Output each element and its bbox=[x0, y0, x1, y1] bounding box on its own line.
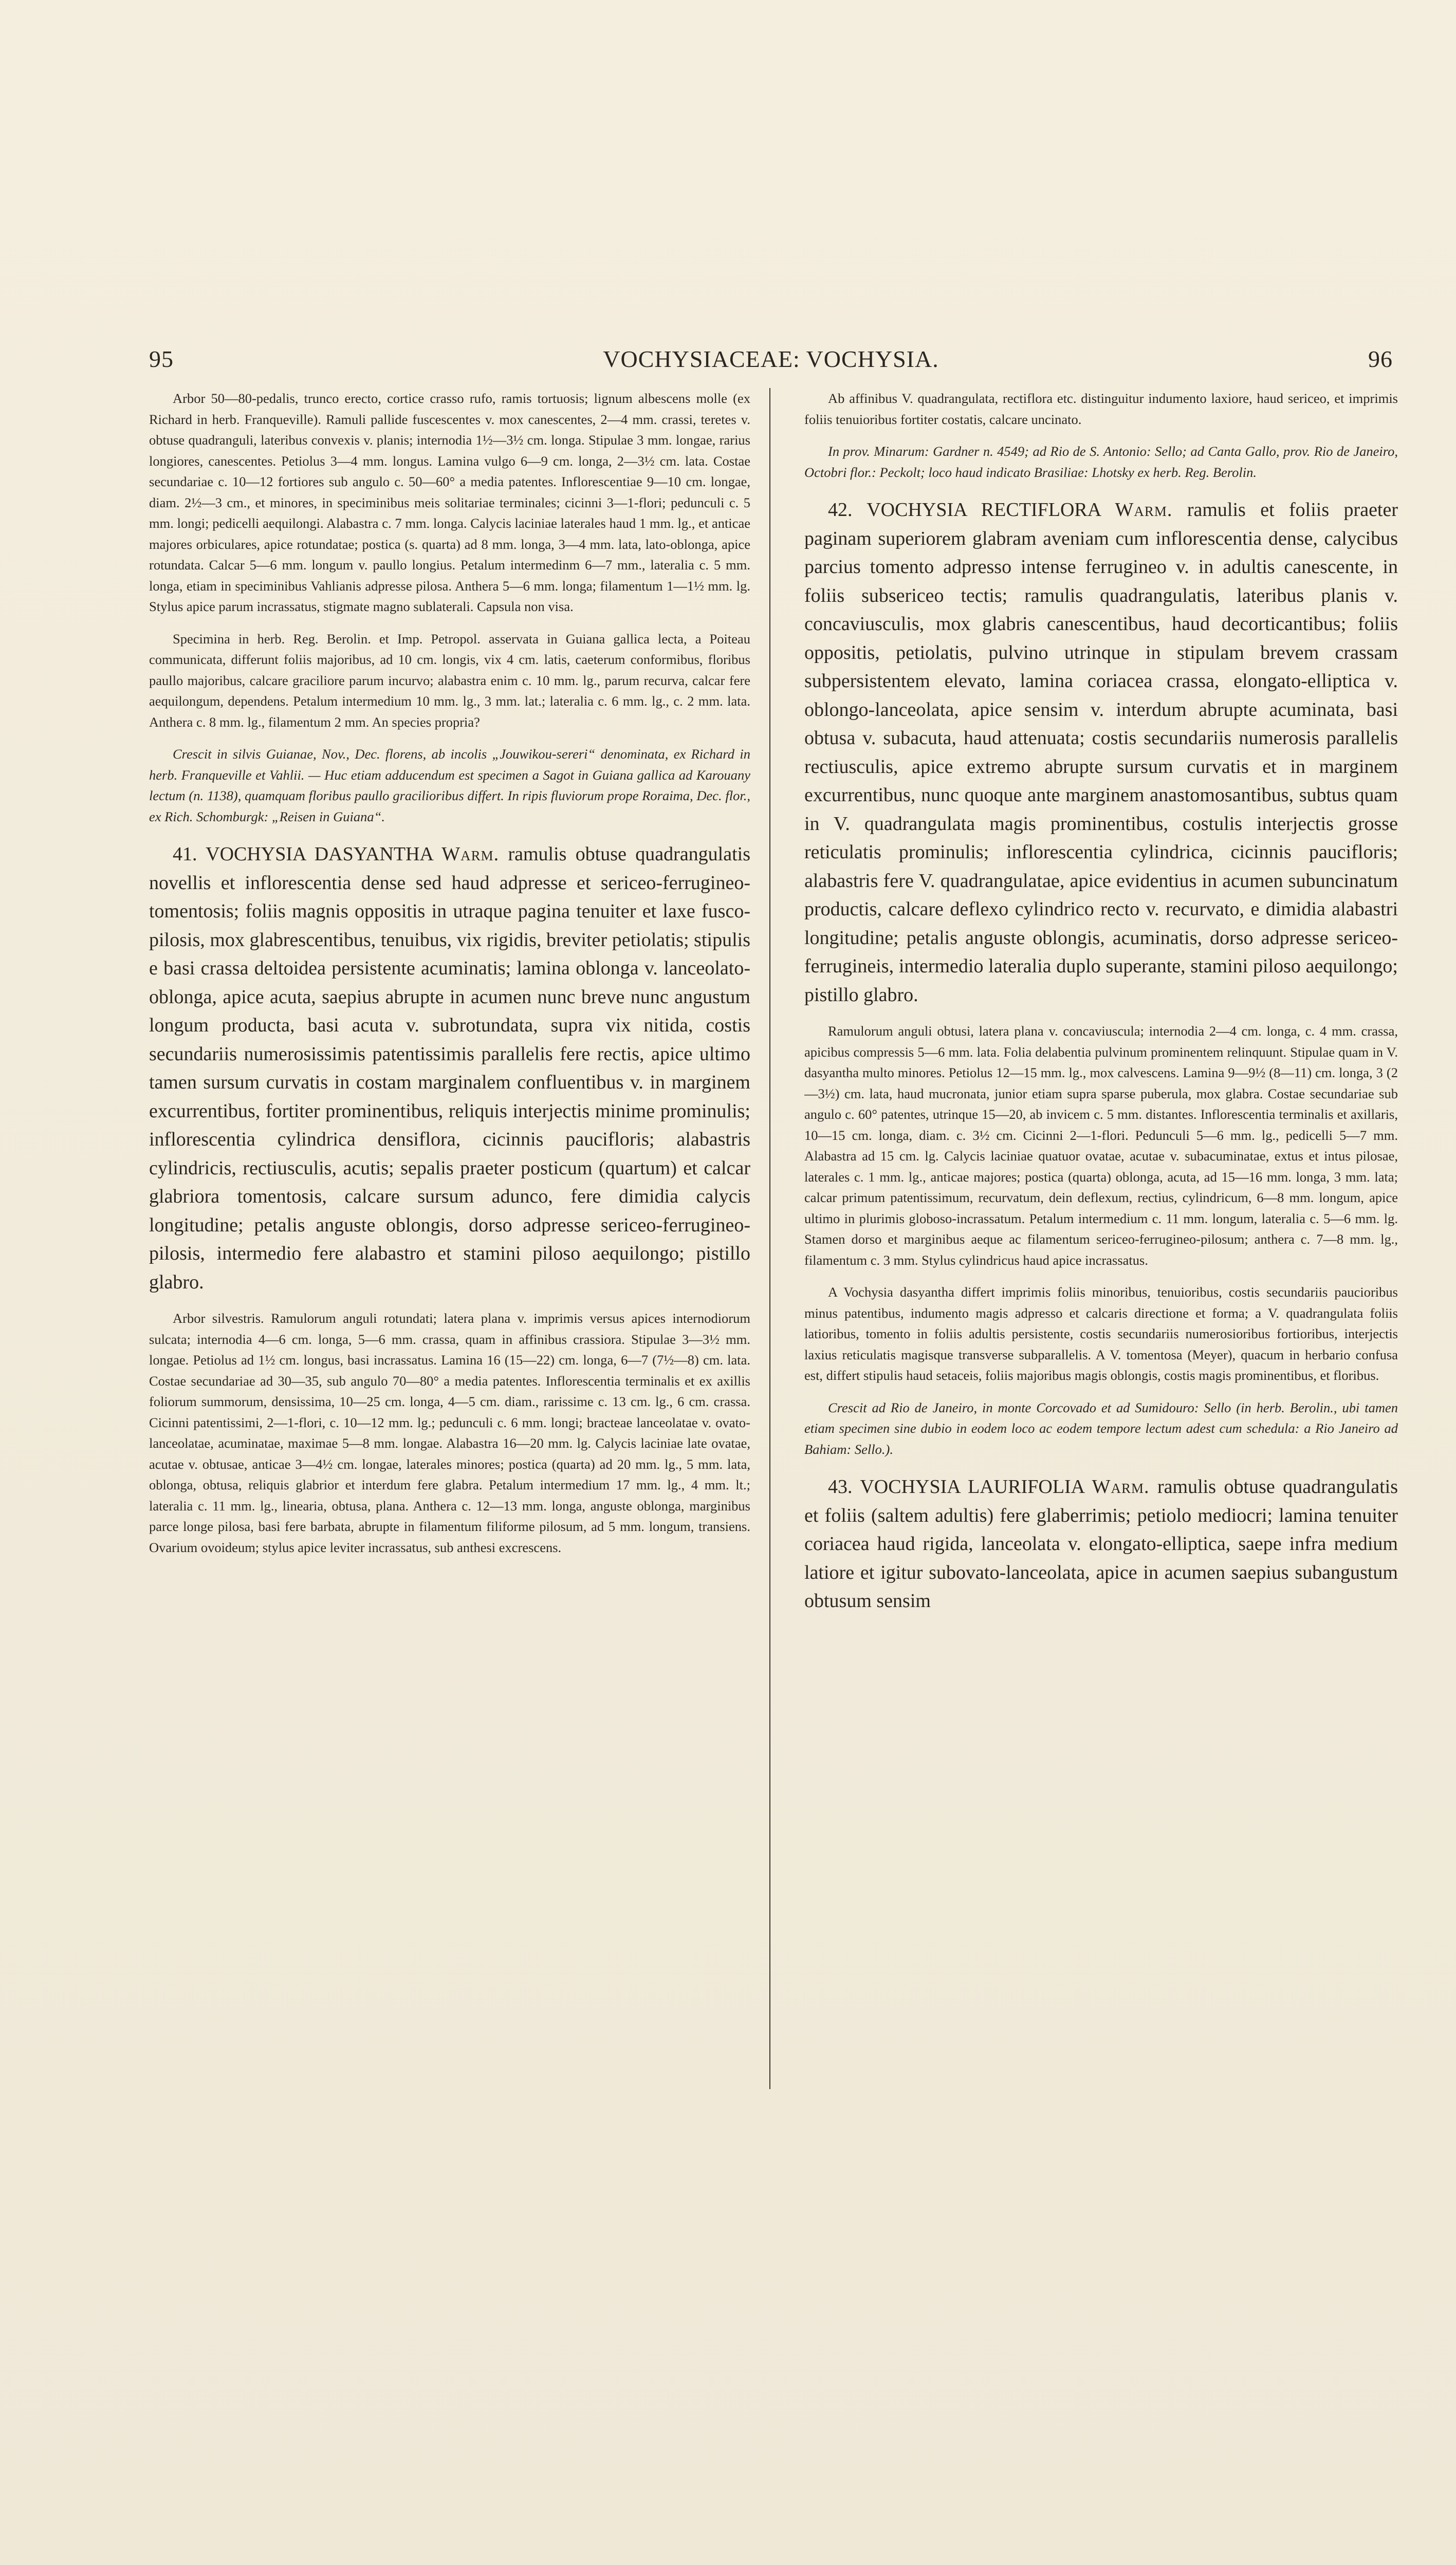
running-title: VOCHYSIACEAE: VOCHYSIA. bbox=[603, 346, 939, 372]
locality-paragraph-42: Crescit ad Rio de Janeiro, in monte Corcovado et ad Sumidouro: Sello (in herb. Berolin., ubi tamen etiam specimen sine dubio in eodem loco ac eodem tempore lectum adest cum schedula: a Rio Janeiro ad Bahiam: Sello.). bbox=[804, 1399, 1398, 1457]
species-41-title: 41. VOCHYSIA DASYANTHA bbox=[173, 843, 433, 865]
left-page-number: 95 bbox=[149, 346, 174, 372]
species-41-block bbox=[149, 840, 750, 1297]
locality-paragraph-41: In prov. Minarum: Gardner n. 4549; ad Rio de S. Antonio: Sello; ad Canta Gallo, prov. Rio de Janeiro, Octobri flor.: Peckolt; loco haud indicato Brasiliae: Lhotsky ex herb. Reg. Berolin. bbox=[804, 444, 1398, 480]
species-43-text: ramulis obtuse quadrangulatis et foliis (saltem adultis) fere glaberrimis; petiolo mediocri; lamina tenuiter coriacea haud rigida, lanceolata v. elongato-elliptica, saepe infra medium latiore et igitur subovato-lanceolata, apice in acumen saepius subangustum obtusum sensim bbox=[804, 1476, 1398, 1612]
description-paragraph-42: Ramulorum anguli obtusi, latera plana v. concaviuscula; internodia 2—4 cm. longa, c. 4 mm. crassa, apicibus compressis 5—6 mm. lata. Folia delabentia pulvinum prominentem relinquunt. Stipulae quam in V. dasyantha multo minores. Petiolus 12—15 mm. lg., mox calvescens. Lamina 9—9½ (8—11) cm. longa, 3 (2—3½) cm. lata, haud mucronata, junior etiam supra sparse puberula, mox glabra. Costae secundariae sub angulo c. 60° patentes, utrinque 15—20, ab invicem c. 5 mm. distantes. Inflorescentia terminalis et axillaris, 10—15 cm. longa, diam. c. 3½ cm. Cicinni 2—1-flori. Pedunculi 5—6 mm. lg., pedicelli 5—7 mm. Alabastra ad 15 cm. lg. Calycis laciniae quatuor ovatae, acutae v. subacuminatae, extus et intus pilosae, laterales c. 1 mm. lg., anticae majores; postica (quarta) oblonga, acuta, ad 15—16 mm. longa, 3 mm. lata; calcar primum patentissimum, recurvatum, dein deflexum, rectius, cylindricum, 6—8 mm. longum, apice ultimo in plurimis globoso-incrassatum. Petalum intermedium c. 11 mm. longum, lateralia c. 5—6 mm. lg. Stamen dorso et marginibus aeque ac filamentum sericeo-ferrugineo-pilosum; anthera c. 7—8 mm. lg., filamentum c. 3 mm. Stylus cylindricus haud apice incrassatus. bbox=[804, 1023, 1398, 1268]
locality-paragraph: Crescit in silvis Guianae, Nov., Dec. florens, ab incolis „Jouwikou-sereri“ denominata, ex Richard in herb. Franqueville et Vahlii. — Huc etiam adducendum est specimen a Sagot in Guiana gallica ad Karouany lectum (n. 1138), quamquam floribus paullo gracilioribus differt. In ripis fluviorum prope Roraima, Dec. flor., ex Rich. Schomburgk: „Reisen in Guiana“. bbox=[149, 746, 750, 824]
species-41-author: Warm. bbox=[441, 843, 500, 865]
species-43-title: 43. VOCHYSIA LAURIFOLIA bbox=[828, 1476, 1084, 1498]
right-column bbox=[804, 388, 1398, 2433]
left-column bbox=[149, 388, 750, 2433]
description-paragraph-41: Arbor silvestris. Ramulorum anguli rotundati; latera plana v. imprimis versus apices internodiorum sulcata; internodia 4—6 cm. longa, 5—6 mm. crassa, quam in affinibus crassiora. Stipulae 3—3½ mm. longae. Petiolus ad 1½ cm. longus, basi incrassatus. Lamina 16 (15—22) cm. longa, 6—7 (7½—8) cm. lata. Costae secundariae ad 30—35, sub angulo 70—80° a media patentes. Inflorescentia terminalis et ex axillis foliorum summorum, densissima, 10—25 cm. longa, 4—5 cm. diam., rarissime c. 13 cm. lg., 6 cm. crassa. Cicinni patentissimi, 2—1-flori, c. 10—12 mm. lg.; pedunculi c. 6 mm. longi; bracteae lanceolatae v. ovato-lanceolatae, acuminatae, maximae 5—8 mm. longae. Alabastra 16—20 mm. lg. Calycis laciniae late ovatae, acutae v. obtusae, anticae 3—4½ cm. longae, laterales minores; postica (quarta) ad 20 mm. lg., 5 mm. lata, oblonga, obtusa, reliquis glabrior et interdum fere glabra. Petalum intermedium 17 mm. lg., 4 mm. lt.; lateralia c. 11 mm. lg., linearia, obtusa, plana. Anthera c. 12—13 mm. longa, anguste oblonga, marginibus parce longe pilosa, basi fere barbata, abrupte in filamentum filiforme pilosum, ad 5 mm. longum, transiens. Ovarium ovoideum; stylus apice leviter incrassatus, sub anthesi excrescens. bbox=[149, 1311, 750, 1555]
species-42-text: ramulis et foliis praeter paginam superiorem glabram aveniam cum inflorescentia dense, calycibus parcius tomento adpresso intense ferrugineo v. in adultis canescente, in foliis subsericeo tectis; ramulis quadrangulatis, lateribus planis v. concaviusculis, mox glabris canescentibus, haud decorticantibus; foliis oppositis, petiolatis, pulvino utrinque in stipulam brevem crassam subpersistentem elevato, lamina coriacea crassa, elongato-elliptica v. oblongo-lanceolata, apice sensim v. interdum abrupte acuminata, basi obtusa v. subacuta, haud attenuata; costis secundariis numerosis parallelis rectiusculis, apice extremo abrupte sursum curvatis et in marginem excurrentibus, nunc quoque ante marginem anastomosantibus, subtus quam in V. quadrangulata magis prominentibus, costulis interjectis grosse reticulatis prominulis; inflorescentia cylindrica, cicinnis paucifloris; alabastris fere V. quadrangulatae, apice evidentius in acumen subuncinatum productis, calcare deflexo cylindrico recto v. recurvato, e dimidia alabastri longitudine; petalis anguste oblongis, acuminatis, dorso adpresse sericeo-ferrugineis, intermedio lateralia duplo superante, stamini piloso aequilongo; pistillo glabro. bbox=[804, 499, 1398, 1006]
right-page-number: 96 bbox=[1368, 346, 1393, 372]
species-42-author: Warm. bbox=[1115, 499, 1173, 521]
species-42-diagnosis bbox=[804, 496, 1398, 1009]
species-41-text: ramulis obtuse quadrangulatis novellis et inflorescentia dense sed haud adpresse et sericeo-ferrugineo-tomentosis; foliis magnis oppositis in utraque pagina tenuiter et laxe fusco-pilosis, mox glabrescentibus, tenuibus, vix rigidis, breviter petiolatis; stipulis e basi crassa deltoidea persistente acuminatis; lamina oblonga v. lanceolato-oblonga, apice acuta, saepius abrupte in acumen nunc breve nunc angustum longum producta, basi acuta v. subrotundata, supra vix nitida, costis secundariis numerosissimis patentissimis parallelis fere rectis, apice ultimo tamen sursum curvatis in costam marginalem confluentibus v. in marginem excurrentibus, fortiter prominentibus, reliquis interjectis minime prominulis; inflorescentia cylindrica densiflora, cicinnis paucifloris; alabastris cylindricis, rectiusculis, acutis; sepalis praeter posticum (quartum) et calcar glabriora tomentosis, calcare sursum adunco, fere dimidia calycis longitudine; petalis anguste oblongis, dorso adpresse sericeo-ferrugineo-pilosis, intermedio fere alabastro et stamini piloso aequilongo; pistillo glabro. bbox=[149, 843, 750, 1293]
description-paragraph: Arbor 50—80-pedalis, trunco erecto, cortice crasso rufo, ramis tortuosis; lignum albescens molle (ex Richard in herb. Franqueville). Ramuli pallide fuscescentes v. mox canescentes, 2—4 mm. crassi, teretes v. obtuse quadranguli, lateribus convexis v. planis; internodia 1½—3½ cm. longa. Stipulae 3 mm. longae, rarius longiores, canescentes. Petiolus 3—4 mm. longus. Lamina vulgo 6—9 cm. longa, 2—3½ cm. lata. Costae secundariae c. 10—12 fortiores sub angulo c. 50—60° a media patentes. Inflorescentiae 9—10 cm. longae, diam. 2½—3 cm., et minores, in speciminibus meis solitariae terminales; cicinni 3—1-flori; pedunculi c. 5 mm. longi; pedicelli aequilongi. Alabastra c. 7 mm. longa. Calycis laciniae laterales haud 1 mm. lg., et anticae majores orbiculares, apice rotundatae; postica (s. quarta) ad 8 mm. longa, 3—4 mm. lata, lato-oblonga, apice rotundata. Calcar 5—6 mm. longum v. paullo longius. Petalum intermedinm 6—7 mm., lateralia c. 5 mm. longa, etiam in speciminibus Vahlianis adpresse pilosa. Anthera 5—6 mm. longa; filamentum 1—1½ mm. lg. Stylus apice parum incrassatus, stigmate magno sublaterali. Capsula non visa. bbox=[149, 391, 750, 614]
species-42-block bbox=[804, 496, 1398, 1009]
species-43-author: Warm. bbox=[1092, 1476, 1150, 1498]
species-42-title: 42. VOCHYSIA RECTIFLORA bbox=[828, 499, 1101, 521]
species-41-diagnosis bbox=[149, 840, 750, 1297]
comparison-paragraph: Ab affinibus V. quadrangulata, rectiflora etc. distinguitur indumento laxiore, haud sericeo, et imprimis foliis tenuioribus fortiter costatis, calcare uncinato. bbox=[804, 391, 1398, 427]
running-head bbox=[149, 345, 1393, 376]
specimen-note: Specimina in herb. Reg. Berolin. et Imp. Petropol. asservata in Guiana gallica lecta, a Poiteau communicata, differunt foliis majoribus, ad 10 cm. longis, vix 4 cm. latis, caeterum conformibus, floribus paullo majoribus, calcare graciliore parum incurvo; alabastra enim c. 10 mm. lg., parum recurva, calcar fere aequilongum, dependens. Petalum intermedium 10 mm. lg., 3 mm. lat.; lateralia c. 6 mm. lg., c. 2 mm. lata. Anthera c. 8 mm. lg., filamentum 2 mm. An species propria? bbox=[149, 631, 750, 730]
species-43-block bbox=[804, 1473, 1398, 1616]
species-43-diagnosis bbox=[804, 1473, 1398, 1616]
column-divider bbox=[769, 388, 770, 2089]
comparison-paragraph-42: A Vochysia dasyantha differt imprimis foliis minoribus, tenuioribus, costis secundariis paucioribus minus patentibus, indumento magis adpresso et calcaris directione et forma; a V. quadrangulata foliis latioribus, tomento in foliis adultis persistente, costis secundariis numerosioribus fortioribus, interjectis laxius reticulatis magisque transverse subparallelis. A V. tomentosa (Meyer), quacum in herbario confusa est, differt stipulis haud setaceis, foliis majoribus magis oblongis, costis magis prominentibus, et floribus. bbox=[804, 1284, 1398, 1383]
